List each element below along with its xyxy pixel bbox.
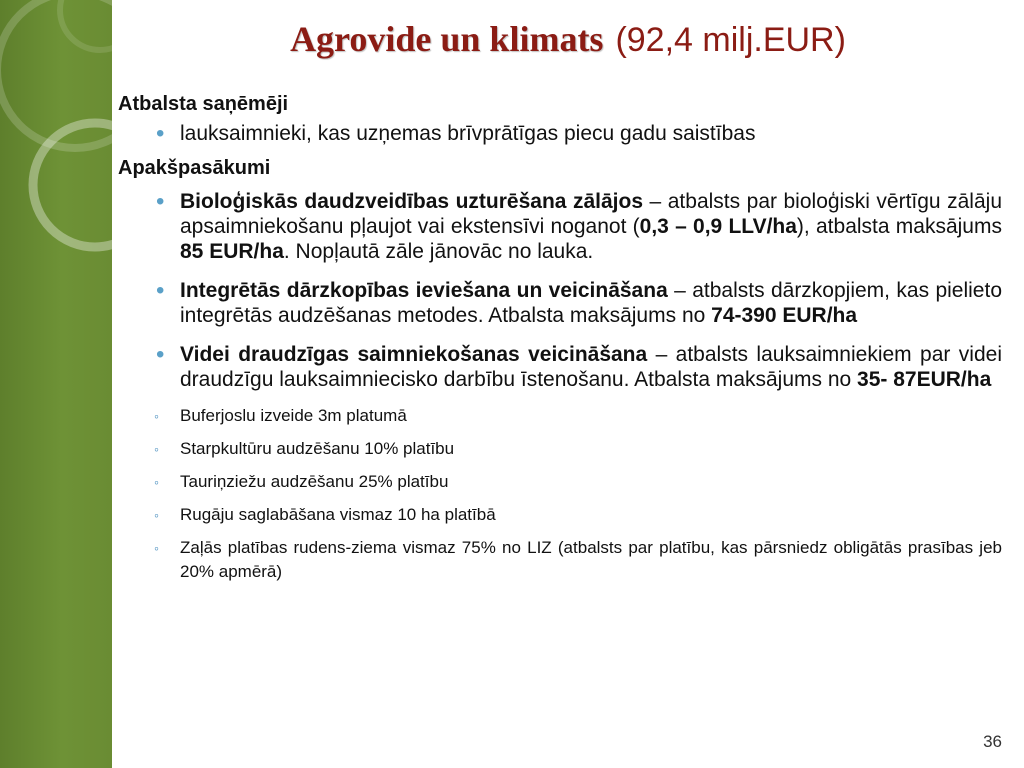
title-sub: (92,4 milj.EUR) [615,21,846,59]
sub-list-item: ◦ Tauriņziežu audzēšanu 25% platību [118,470,1002,494]
sub-list-item: ◦ Starpkultūru audzēšanu 10% platību [118,437,1002,461]
circle-bullet-icon: ◦ [154,408,159,424]
sub-list-item: ◦ Buferjoslu izveide 3m platumā [118,404,1002,428]
bullet-dot-icon: • [156,341,165,368]
bullet-dot-icon: • [156,120,165,147]
sub-list-item: ◦ Zaļās platības rudens-ziema vismaz 75% no LIZ (atbalsts par platību, kas pārsniedz obligātās prasības jeb 20% apmērā) [154,538,1002,581]
circle-bullet-icon: ◦ [154,474,159,490]
submeasure-item: • Integrētās dārzkopības ieviešana un veicināšana – atbalsts dārzkopjiem, kas pielieto integrētās audzēšanas metodes. Atbalsta maksājums no 74-390 EUR/ha [156,277,1003,327]
sub-list [118,404,1002,584]
slide-title [112,18,1024,60]
decorative-sidebar [0,0,112,768]
submeasure-item: • Bioloģiskās daudzveidības uzturēšana zālājos – atbalsts par bioloģiski vērtīgu zālāju apsaimniekošanu pļaujot vai ekstensīvi noganot (0,3 – 0,9 LLV/ha), atbalsta maksājums 85 EUR/ha. Nopļautā zāle jānovāc no lauka. [156,188,1002,263]
submeasures-heading: Apakšpasākumi [118,157,271,179]
title-main: Agrovide un klimats [290,19,604,59]
recipients-item: • lauksaimnieki, kas uzņemas brīvprātīgas piecu gadu saistības [156,120,756,147]
circle-bullet-icon: ◦ [154,540,159,556]
bullet-dot-icon: • [156,277,165,304]
submeasure-item: • Videi draudzīgas saimniekošanas veicināšana – atbalsts lauksaimniekiem par videi draudzīgu lauksaimniecisko darbību īstenošanu. Atbalsta maksājums no 35- 87EUR/ha [156,341,1002,391]
circle-bullet-icon: ◦ [154,507,159,523]
slide-body [118,92,1002,593]
circle-bullet-icon: ◦ [154,441,159,457]
page-number: 36 [983,732,1002,751]
recipients-heading: Atbalsta saņēmēji [118,93,289,115]
sub-list-item: ◦ Rugāju saglabāšana vismaz 10 ha platībā [118,503,1002,527]
bullet-dot-icon: • [156,188,165,215]
decorative-rings [0,0,112,768]
